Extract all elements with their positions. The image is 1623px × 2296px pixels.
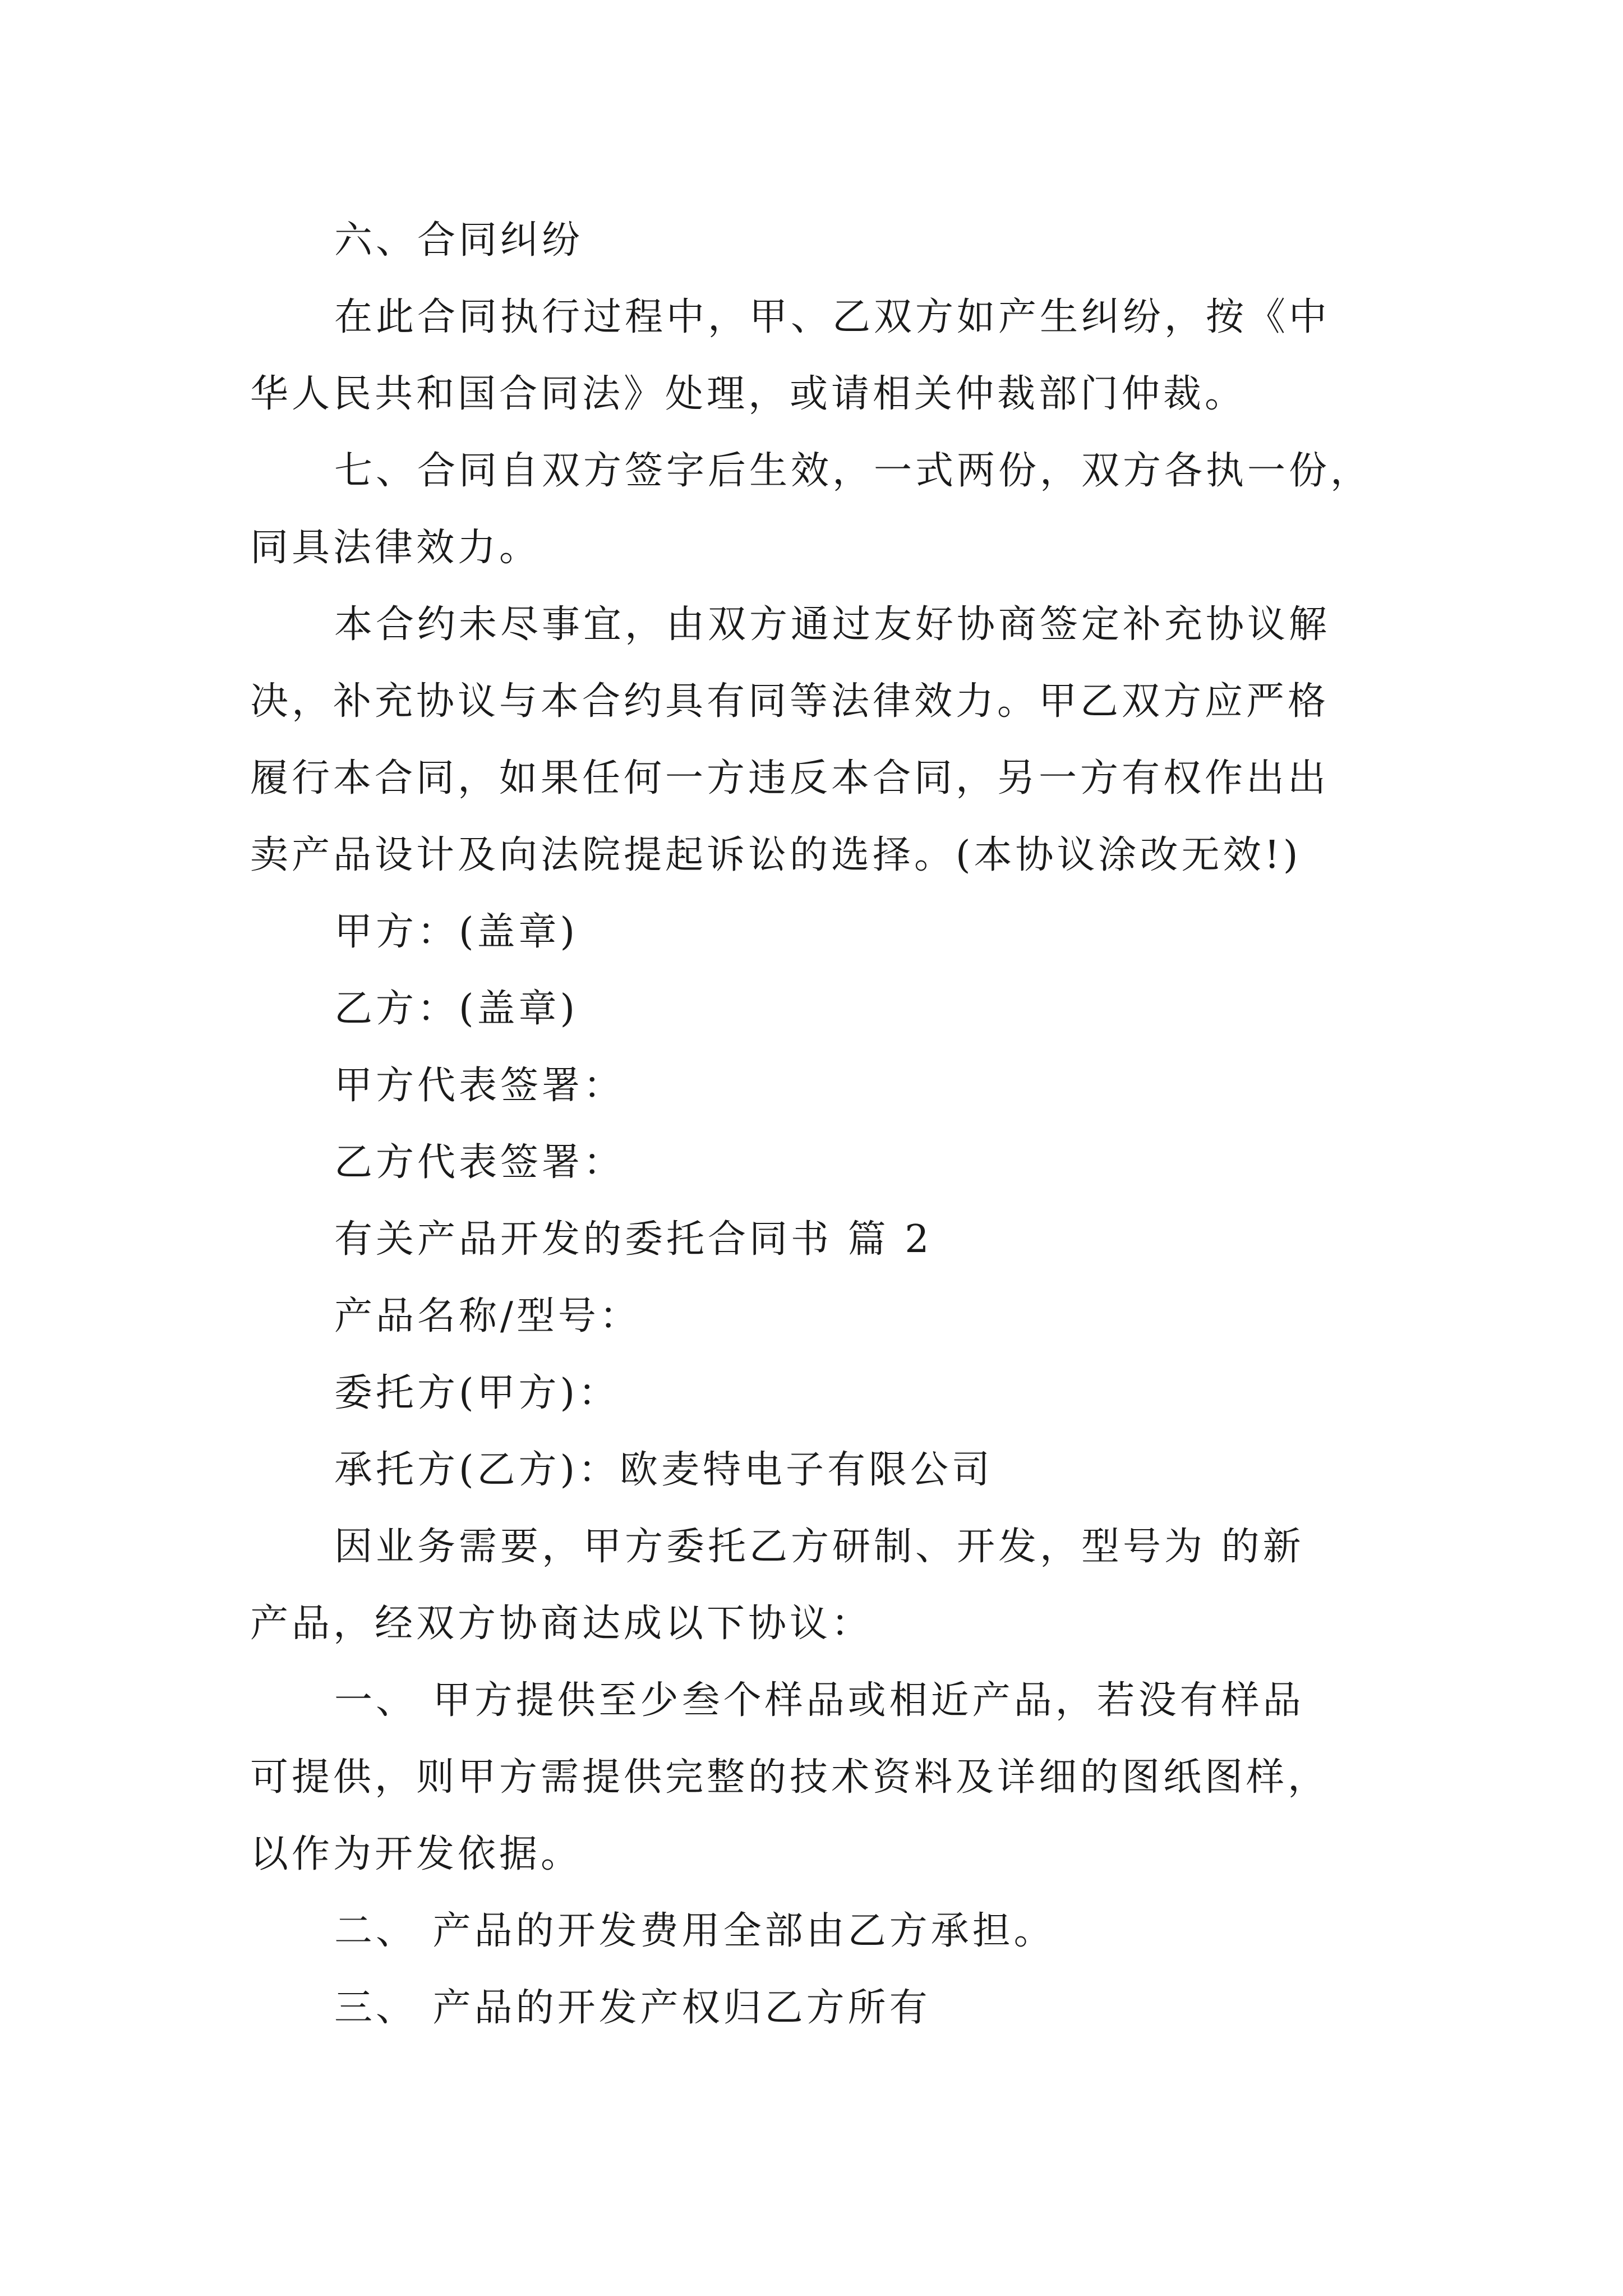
product-name-field: 产品名称/型号： <box>334 1294 641 1338</box>
section-heading-7: 七、合同自双方签字后生效，一式两份，双方各执一份， <box>334 449 1372 493</box>
contract-title: 有关产品开发的委托合同书 篇 2 <box>334 1217 933 1262</box>
paragraph-line: 本合约未尽事宜，由双方通过友好协商签定补充协议解 <box>334 602 1331 647</box>
paragraph-line: 决，补充协议与本合约具有同等法律效力。甲乙双方应严格 <box>250 679 1330 724</box>
contractor-party-field: 承托方(乙方)：欧麦特电子有限公司 <box>334 1448 994 1492</box>
paragraph-line: 可提供，则甲方需提供完整的技术资料及详细的图纸图样， <box>250 1755 1330 1800</box>
paragraph-line: 同具法律效力。 <box>250 526 541 570</box>
document-body <box>250 202 1394 2046</box>
party-b-seal-line: 乙方：(盖章) <box>334 987 579 1031</box>
section-heading-6: 六、合同纠纷 <box>334 218 584 263</box>
clause-1-line: 一、 甲方提供至少叁个样品或相近产品，若没有样品 <box>334 1678 1304 1723</box>
clause-3-line: 三、 产品的开发产权归乙方所有 <box>334 1986 931 2030</box>
client-party-field: 委托方(甲方)： <box>334 1371 620 1415</box>
party-a-seal-line: 甲方：(盖章) <box>334 910 579 954</box>
paragraph-line: 产品，经双方协商达成以下协议： <box>250 1602 873 1646</box>
party-b-signature-line: 乙方代表签署： <box>334 1140 625 1185</box>
clause-2-line: 二、 产品的开发费用全部由乙方承担。 <box>334 1909 1055 1953</box>
party-a-signature-line: 甲方代表签署： <box>334 1064 625 1108</box>
paragraph-line: 华人民共和国合同法》处理，或请相关仲裁部门仲裁。 <box>250 372 1247 416</box>
paragraph-line: 在此合同执行过程中，甲、乙双方如产生纠纷，按《中 <box>334 295 1331 339</box>
paragraph-line: 履行本合同，如果任何一方违反本合同，另一方有权作出出 <box>250 756 1330 800</box>
paragraph-line: 卖产品设计及向法院提起诉讼的选择。(本协议涂改无效!) <box>250 833 1302 877</box>
paragraph-line: 因业务需要，甲方委托乙方研制、开发，型号为 的新 <box>334 1525 1304 1569</box>
paragraph-line: 以作为开发依据。 <box>250 1832 583 1876</box>
